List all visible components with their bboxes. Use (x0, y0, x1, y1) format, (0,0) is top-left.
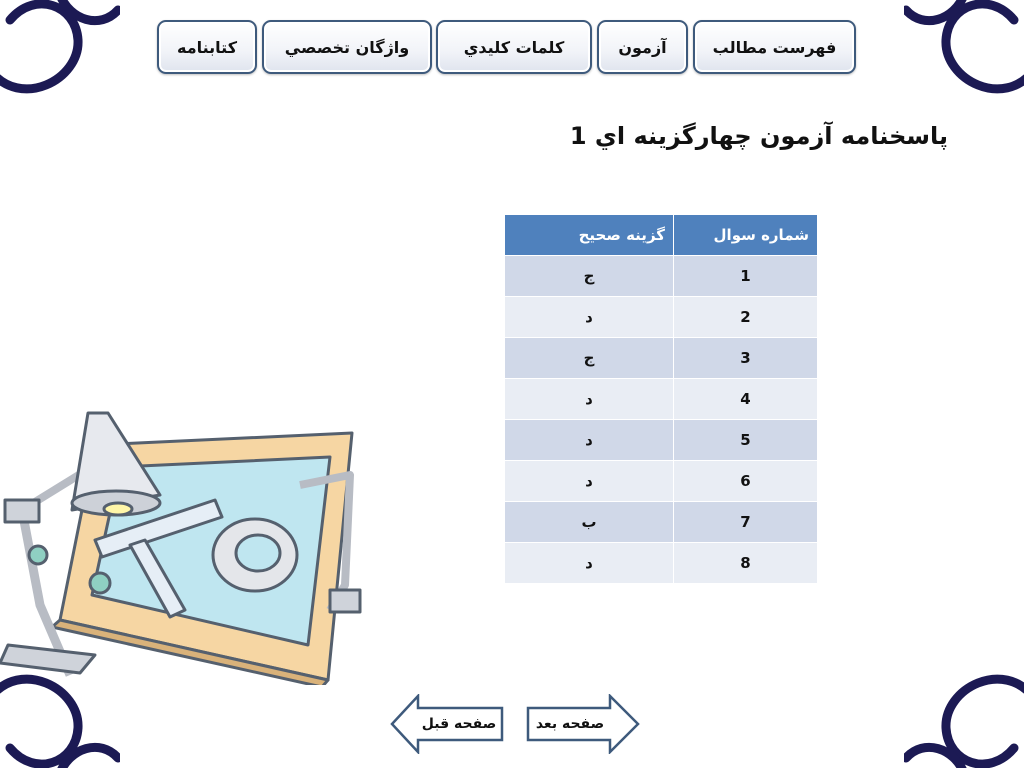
nav-button-keywords[interactable]: كلمات كليدي (436, 20, 592, 74)
corner-ornament-bottom-right (904, 668, 1024, 768)
correct-option-cell: ج (505, 256, 674, 297)
question-number-cell: 1 (674, 256, 818, 297)
next-page-button[interactable] (526, 694, 640, 754)
nav-button-exam[interactable]: آزمون (597, 20, 688, 74)
nav-button-bibliography[interactable]: كتابنامه (157, 20, 257, 74)
table-row (505, 420, 818, 461)
question-number-cell: 7 (674, 502, 818, 543)
question-number-cell: 2 (674, 297, 818, 338)
table-row (505, 461, 818, 502)
table-row (505, 297, 818, 338)
question-number-cell: 3 (674, 338, 818, 379)
answer-key-table (504, 214, 818, 584)
corner-ornament-top-right (904, 0, 1024, 100)
table-row (505, 543, 818, 584)
table-row (505, 379, 818, 420)
question-number-cell: 6 (674, 461, 818, 502)
table-header-row (505, 215, 818, 256)
correct-option-cell: ب (505, 502, 674, 543)
nav-button-glossary[interactable]: واژگان تخصصي (262, 20, 432, 74)
corner-ornament-top-left (0, 0, 120, 100)
column-header-correct-option: گزينه صحيح (505, 215, 674, 256)
question-number-cell: 5 (674, 420, 818, 461)
nav-button-table-of-contents[interactable]: فهرست مطالب (693, 20, 856, 74)
table-row (505, 502, 818, 543)
page-title: پاسخنامه آزمون چهارگزينه اي 1 (569, 122, 948, 150)
table-row (505, 256, 818, 297)
table-row (505, 338, 818, 379)
next-page-label: صفحه بعد (535, 716, 605, 732)
correct-option-cell: د (505, 461, 674, 502)
drafting-table-illustration (0, 405, 380, 685)
correct-option-cell: د (505, 420, 674, 461)
correct-option-cell: د (505, 543, 674, 584)
previous-page-label: صفحه قبل (421, 716, 497, 732)
column-header-question-number: شماره سوال (674, 215, 818, 256)
correct-option-cell: د (505, 297, 674, 338)
correct-option-cell: د (505, 379, 674, 420)
correct-option-cell: ج (505, 338, 674, 379)
question-number-cell: 4 (674, 379, 818, 420)
question-number-cell: 8 (674, 543, 818, 584)
previous-page-button[interactable] (390, 694, 504, 754)
